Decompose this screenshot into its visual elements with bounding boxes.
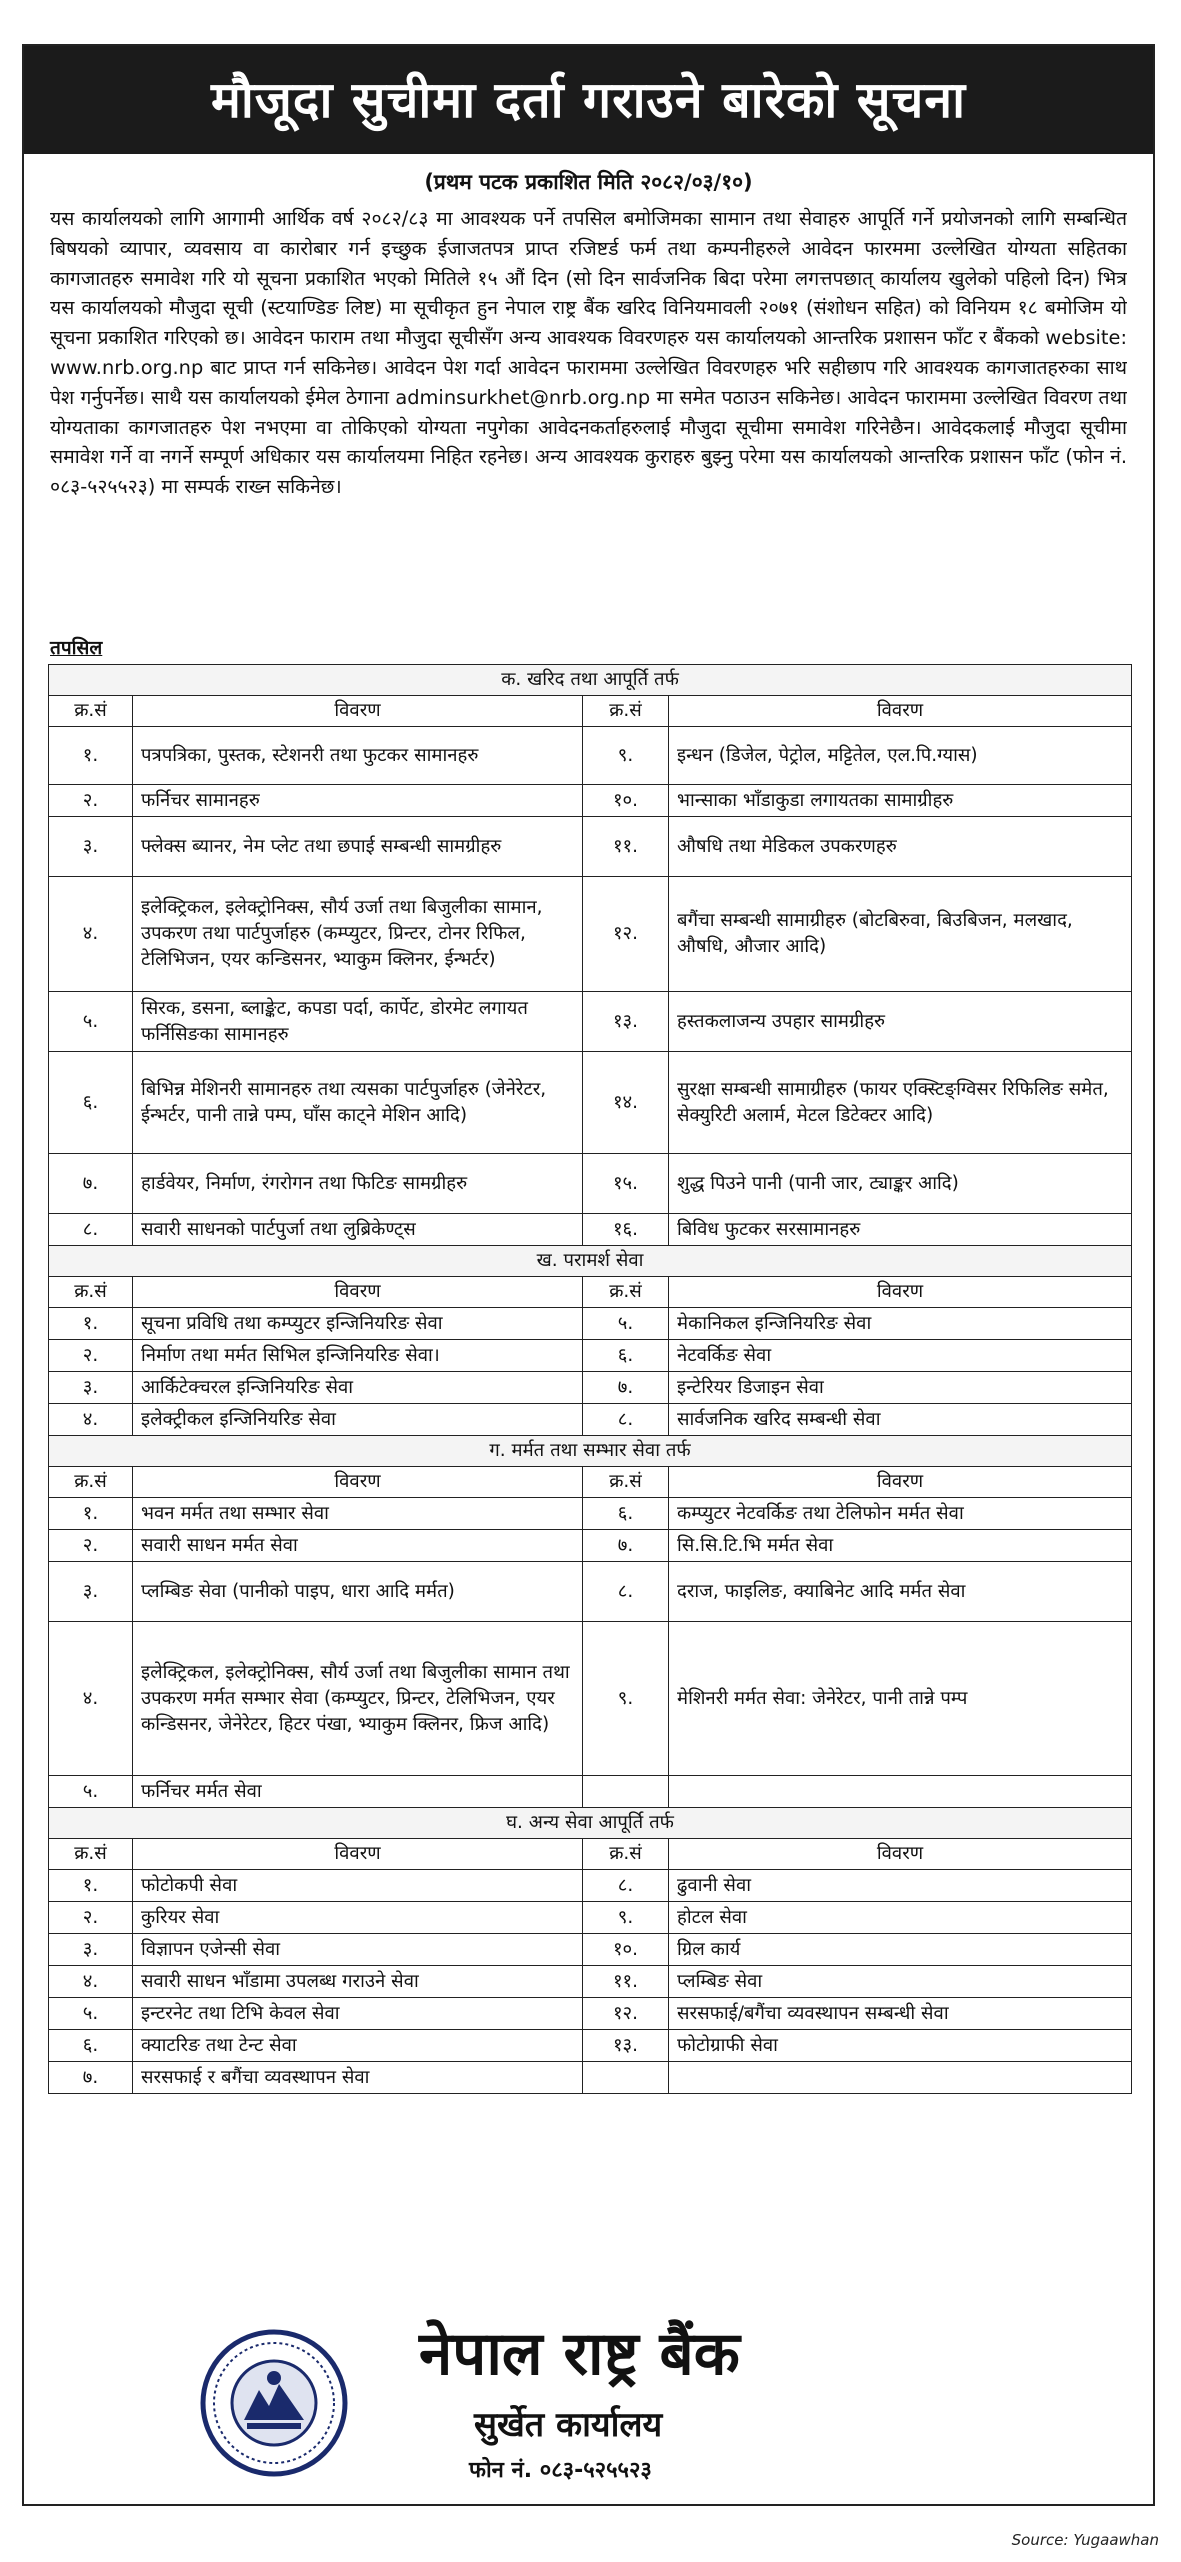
item-description: इन्टरनेट तथा टिभि केवल सेवा xyxy=(133,1998,583,2030)
serial-number: १. xyxy=(49,727,133,785)
table-row xyxy=(49,1870,1132,1902)
serial-header: क्र.सं xyxy=(49,1839,133,1870)
serial-number: ३. xyxy=(49,1562,133,1622)
item-description: नेटवर्किङ सेवा xyxy=(669,1340,1132,1372)
table-row xyxy=(49,817,1132,877)
serial-number: ८. xyxy=(583,1562,669,1622)
serial-number: ६. xyxy=(49,2030,133,2062)
serial-number: १६. xyxy=(583,1214,669,1246)
item-description: भान्साका भाँडाकुडा लगायतका सामाग्रीहरु xyxy=(669,785,1132,817)
serial-number: ५. xyxy=(49,992,133,1052)
item-description: हार्डवेयर, निर्माण, रंगरोगन तथा फिटिङ सामग्रीहरु xyxy=(133,1154,583,1214)
table-row xyxy=(49,1934,1132,1966)
item-description: क्याटरिङ तथा टेन्ट सेवा xyxy=(133,2030,583,2062)
items-table xyxy=(48,664,1132,2094)
serial-number: ५. xyxy=(49,1998,133,2030)
section-heading-row xyxy=(49,1246,1132,1277)
item-description: कुरियर सेवा xyxy=(133,1902,583,1934)
table-row xyxy=(49,1998,1132,2030)
item-description: इलेक्ट्रिकल, इलेक्ट्रोनिक्स, सौर्य उर्जा तथा बिजुलीका सामान, उपकरण तथा पार्टपुर्जाहरु (कम्प्युटर, प्रिन्टर, टोनर रिफिल, टेलिभिजन, एयर कन्डिसनर, भ्याकुम क्लिनर, ईन्भर्टर) xyxy=(133,877,583,992)
item-description: फोटोकपी सेवा xyxy=(133,1870,583,1902)
description-header: विवरण xyxy=(133,1277,583,1308)
serial-number: ८. xyxy=(583,1404,669,1436)
serial-number: ९. xyxy=(583,727,669,785)
table-row xyxy=(49,1622,1132,1776)
table-row xyxy=(49,1214,1132,1246)
serial-number: ७. xyxy=(583,1372,669,1404)
item-description: सूचना प्रविधि तथा कम्प्युटर इन्जिनियरिङ सेवा xyxy=(133,1308,583,1340)
notice-frame xyxy=(22,44,1155,2506)
serial-number: १०. xyxy=(583,785,669,817)
column-header-row xyxy=(49,1277,1132,1308)
serial-number: २. xyxy=(49,1340,133,1372)
serial-number: ७. xyxy=(583,1530,669,1562)
serial-number: ३. xyxy=(49,1934,133,1966)
item-description: सि.सि.टि.भि मर्मत सेवा xyxy=(669,1530,1132,1562)
serial-number xyxy=(583,2062,669,2094)
item-description: सरसफाई/बगैंचा व्यवस्थापन सम्बन्धी सेवा xyxy=(669,1998,1132,2030)
serial-number: ९. xyxy=(583,1902,669,1934)
serial-number: ७. xyxy=(49,2062,133,2094)
publication-date: (प्रथम पटक प्रकाशित मिति २०८२/०३/१०) xyxy=(424,170,753,194)
item-description: इन्धन (डिजेल, पेट्रोल, मट्टितेल, एल.पि.ग्यास) xyxy=(669,727,1132,785)
table-row xyxy=(49,877,1132,992)
description-header: विवरण xyxy=(669,1839,1132,1870)
serial-number: २. xyxy=(49,1530,133,1562)
serial-number: ८. xyxy=(583,1870,669,1902)
table-row xyxy=(49,1776,1132,1808)
bank-name: नेपाल राष्ट्र बैंक xyxy=(419,2319,740,2389)
item-description: दराज, फाइलिङ, क्याबिनेट आदि मर्मत सेवा xyxy=(669,1562,1132,1622)
serial-number: १५. xyxy=(583,1154,669,1214)
item-description: आर्किटेक्चरल इन्जिनियरिङ सेवा xyxy=(133,1372,583,1404)
serial-number: ६. xyxy=(583,1340,669,1372)
item-description: मेशिनरी मर्मत सेवा: जेनेरेटर, पानी तान्ने पम्प xyxy=(669,1622,1132,1776)
table-row xyxy=(49,785,1132,817)
serial-number: ४. xyxy=(49,1966,133,1998)
serial-number: ३. xyxy=(49,817,133,877)
section-heading-row xyxy=(49,665,1132,696)
serial-header: क्र.सं xyxy=(49,1277,133,1308)
description-header: विवरण xyxy=(133,1467,583,1498)
serial-number: १३. xyxy=(583,992,669,1052)
serial-number: ९. xyxy=(583,1622,669,1776)
table-row xyxy=(49,1530,1132,1562)
serial-number: ११. xyxy=(583,817,669,877)
item-description: प्लम्बिङ सेवा (पानीको पाइप, धारा आदि मर्मत) xyxy=(133,1562,583,1622)
item-description: शुद्ध पिउने पानी (पानी जार, ट्याङ्कर आदि) xyxy=(669,1154,1132,1214)
item-description: इलेक्ट्रीकल इन्जिनियरिङ सेवा xyxy=(133,1404,583,1436)
table-row xyxy=(49,1308,1132,1340)
item-description: इन्टेरियर डिजाइन सेवा xyxy=(669,1372,1132,1404)
serial-number: ४. xyxy=(49,877,133,992)
serial-number: ५. xyxy=(583,1308,669,1340)
serial-number: ७. xyxy=(49,1154,133,1214)
item-description: फर्निचर सामानहरु xyxy=(133,785,583,817)
description-header: विवरण xyxy=(669,1467,1132,1498)
description-header: विवरण xyxy=(133,1839,583,1870)
serial-number: १. xyxy=(49,1308,133,1340)
serial-number: १०. xyxy=(583,1934,669,1966)
item-description: फ्लेक्स ब्यानर, नेम प्लेट तथा छपाई सम्बन्धी सामग्रीहरु xyxy=(133,817,583,877)
serial-header: क्र.सं xyxy=(583,1277,669,1308)
section-heading: घ. अन्य सेवा आपूर्ति तर्फ xyxy=(49,1808,1132,1839)
item-description xyxy=(669,1776,1132,1808)
item-description: सार्वजनिक खरिद सम्बन्धी सेवा xyxy=(669,1404,1132,1436)
serial-number: १४. xyxy=(583,1052,669,1154)
item-description: हस्तकलाजन्य उपहार सामग्रीहरु xyxy=(669,992,1132,1052)
table-row xyxy=(49,1902,1132,1934)
table-row xyxy=(49,1372,1132,1404)
item-description: पत्रपत्रिका, पुस्तक, स्टेशनरी तथा फुटकर सामानहरु xyxy=(133,727,583,785)
office-name: सुर्खेत कार्यालय xyxy=(474,2405,663,2445)
item-description: ढुवानी सेवा xyxy=(669,1870,1132,1902)
section-heading-row xyxy=(49,1436,1132,1467)
section-heading: ख. परामर्श सेवा xyxy=(49,1246,1132,1277)
item-description: फर्निचर मर्मत सेवा xyxy=(133,1776,583,1808)
serial-number: ८. xyxy=(49,1214,133,1246)
table-row xyxy=(49,727,1132,785)
notice-body: यस कार्यालयको लागि आगामी आर्थिक वर्ष २०८२/८३ मा आवश्यक पर्ने तपसिल बमोजिमका सामान तथा सेवाहरु आपूर्ति गर्ने प्रयोजनको लागि सम्बन्धित बिषयको व्यापार, व्यवसाय वा कारोबार गर्न इच्छुक ईजाजतपत्र प्राप्त रजिष्टर्ड फर्म तथा कम्पनीहरुले आवेदन फारममा उल्लेखित योग्यता सहितका कागजातहरु समावेश गरि यो सूचना प्रकाशित भएको मितिले १५ औं दिन (सो दिन सार्वजनिक बिदा परेमा लगत्तपछात् कार्यालय खुलेको पहिलो दिन) भित्र यस कार्यालयको मौजुदा सूची (स्टयाण्डिङ लिष्ट) मा सूचीकृत हुन नेपाल राष्ट्र बैंक खरिद विनियमावली २०७१ (संशोधन सहित) को विनियम १८ बमोजिम यो सूचना प्रकाशित गरिएको छ। आवेदन फाराम तथा मौजुदा सूचीसँग अन्य आवश्यक विवरणहरु यस कार्यालयको आन्तरिक प्रशासन फाँट र बैंकको website: www.nrb.org.np बाट प्राप्त गर्न सकिनेछ। आवेदन पेश गर्दा आवेदन फाराममा उल्लेखित विवरणहरु भरि सहीछाप गरि आवश्यक कागजातहरुका साथ पेश गर्नुपर्नेछ। साथै यस कार्यालयको ईमेल ठेगाना adminsurkhet@nrb.org.np मा समेत पठाउन सकिनेछ। आवेदन फाराममा उल्लेखित विवरण तथा योग्यताका कागजातहरु पेश नभएमा वा तोकिएको योग्यता नपुगेका आवेदनकर्ताहरुलाई मौजुदा सूचीमा समावेश गरिनेछैन। आवेदकलाई मौजुदा सूचीमा समावेश गर्ने वा नगर्ने सम्पूर्ण अधिकार यस कार्यालयमा निहित रहनेछ। अन्य आवश्यक कुराहरु बुझ्नु परेमा यस कार्यालयको आन्तरिक प्रशासन फाँट (फोन नं. ०८३-५२५५२३) मा सम्पर्क राख्न सकिनेछ। xyxy=(50,207,1127,499)
notice-title: मौजूदा सुचीमा दर्ता गराउने बारेको सूचना xyxy=(24,46,1153,154)
serial-number: १२. xyxy=(583,877,669,992)
table-row xyxy=(49,2030,1132,2062)
item-description: मेकानिकल इन्जिनियरिङ सेवा xyxy=(669,1308,1132,1340)
item-description: सुरक्षा सम्बन्धी सामाग्रीहरु (फायर एक्स्टिङ्ग्विसर रिफिलिङ समेत, सेक्युरिटी अलार्म, मेटल डिटेक्टर आदि) xyxy=(669,1052,1132,1154)
serial-header: क्र.सं xyxy=(583,1467,669,1498)
table-row xyxy=(49,1052,1132,1154)
table-row xyxy=(49,1404,1132,1436)
list-heading: तपसिल xyxy=(50,637,103,659)
table-row xyxy=(49,992,1132,1052)
table-row xyxy=(49,1340,1132,1372)
table-row xyxy=(49,1966,1132,1998)
serial-number: १. xyxy=(49,1870,133,1902)
item-description: बगैंचा सम्बन्धी सामाग्रीहरु (बोटबिरुवा, बिउबिजन, मलखाद, औषधि, औजार आदि) xyxy=(669,877,1132,992)
serial-header: क्र.सं xyxy=(49,1467,133,1498)
item-description: कम्प्युटर नेटवर्किङ तथा टेलिफोन मर्मत सेवा xyxy=(669,1498,1132,1530)
description-header: विवरण xyxy=(133,696,583,727)
item-description: फोटोग्राफी सेवा xyxy=(669,2030,1132,2062)
table-row xyxy=(49,1154,1132,1214)
serial-number: ५. xyxy=(49,1776,133,1808)
item-description: सवारी साधन मर्मत सेवा xyxy=(133,1530,583,1562)
serial-number: ११. xyxy=(583,1966,669,1998)
serial-number: ६. xyxy=(583,1498,669,1530)
bank-seal-icon xyxy=(199,2328,349,2478)
description-header: विवरण xyxy=(669,1277,1132,1308)
item-description: सवारी साधनको पार्टपुर्जा तथा लुब्रिकेण्ट्स xyxy=(133,1214,583,1246)
item-description: विज्ञापन एजेन्सी सेवा xyxy=(133,1934,583,1966)
table-row xyxy=(49,1562,1132,1622)
serial-number: ४. xyxy=(49,1622,133,1776)
office-phone: फोन नं. ०८३-५२५५२३ xyxy=(469,2458,652,2483)
item-description: ग्रिल कार्य xyxy=(669,1934,1132,1966)
serial-header: क्र.सं xyxy=(583,696,669,727)
column-header-row xyxy=(49,1467,1132,1498)
serial-header: क्र.सं xyxy=(49,696,133,727)
serial-number: ६. xyxy=(49,1052,133,1154)
column-header-row xyxy=(49,696,1132,727)
item-description: भवन मर्मत तथा सम्भार सेवा xyxy=(133,1498,583,1530)
item-description xyxy=(669,2062,1132,2094)
serial-number: ३. xyxy=(49,1372,133,1404)
source-credit: Source: Yugaawhan xyxy=(1011,2531,1159,2549)
serial-number: १२. xyxy=(583,1998,669,2030)
item-description: प्लम्बिङ सेवा xyxy=(669,1966,1132,1998)
item-description: बिभिन्न मेशिनरी सामानहरु तथा त्यसका पार्टपुर्जाहरु (जेनेरेटर, ईन्भर्टर, पानी तान्ने पम्प, घाँस काट्ने मेशिन आदि) xyxy=(133,1052,583,1154)
item-description: सरसफाई र बगैंचा व्यवस्थापन सेवा xyxy=(133,2062,583,2094)
item-description: निर्माण तथा मर्मत सिभिल इन्जिनियरिङ सेवा। xyxy=(133,1340,583,1372)
section-heading: क. खरिद तथा आपूर्ति तर्फ xyxy=(49,665,1132,696)
item-description: सिरक, डसना, ब्लाङ्केट, कपडा पर्दा, कार्पेट, डोरमेट लगायत फर्निसिङका सामानहरु xyxy=(133,992,583,1052)
description-header: विवरण xyxy=(669,696,1132,727)
section-heading-row xyxy=(49,1808,1132,1839)
serial-header: क्र.सं xyxy=(583,1839,669,1870)
footer xyxy=(24,2296,1153,2496)
column-header-row xyxy=(49,1839,1132,1870)
serial-number: १३. xyxy=(583,2030,669,2062)
item-description: सवारी साधन भाँडामा उपलब्ध गराउने सेवा xyxy=(133,1966,583,1998)
item-description: होटल सेवा xyxy=(669,1902,1132,1934)
item-description: इलेक्ट्रिकल, इलेक्ट्रोनिक्स, सौर्य उर्जा तथा बिजुलीका सामान तथा उपकरण मर्मत सम्भार सेवा (कम्प्युटर, प्रिन्टर, टेलिभिजन, एयर कन्डिसनर, जेनेरेटर, हिटर पंखा, भ्याकुम क्लिनर, फ्रिज आदि) xyxy=(133,1622,583,1776)
serial-number: १. xyxy=(49,1498,133,1530)
item-description: बिविध फुटकर सरसामानहरु xyxy=(669,1214,1132,1246)
serial-number: ४. xyxy=(49,1404,133,1436)
item-description: औषधि तथा मेडिकल उपकरणहरु xyxy=(669,817,1132,877)
table-row xyxy=(49,1498,1132,1530)
section-heading: ग. मर्मत तथा सम्भार सेवा तर्फ xyxy=(49,1436,1132,1467)
serial-number: २. xyxy=(49,785,133,817)
table-row xyxy=(49,2062,1132,2094)
serial-number xyxy=(583,1776,669,1808)
serial-number: २. xyxy=(49,1902,133,1934)
